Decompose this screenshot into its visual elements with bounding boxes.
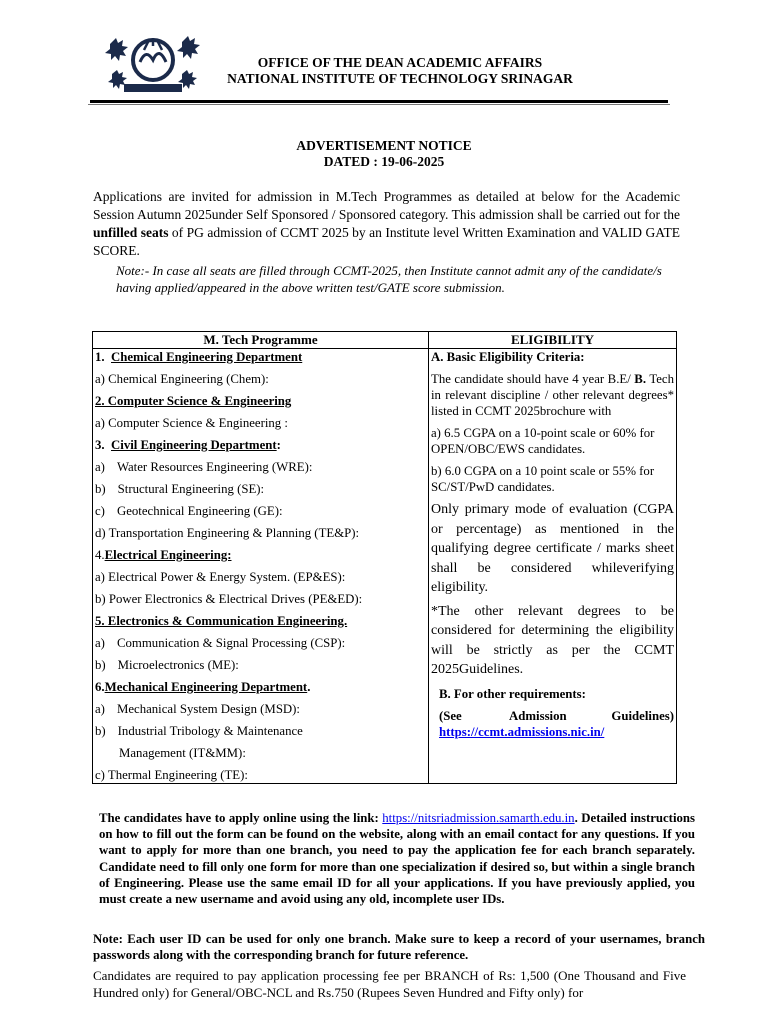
item-text: Industrial Tribology & Maintenance: [117, 724, 303, 738]
office-heading: [210, 55, 590, 87]
notice-title: ADVERTISEMENT NOTICE: [296, 138, 472, 153]
dept-title: Mechanical Engineering Department: [104, 680, 308, 694]
application-link[interactable]: https://nitsriadmission.samarth.edu.in: [382, 811, 575, 825]
ccmt-link[interactable]: https://ccmt.admissions.nic.in/: [439, 724, 605, 739]
programme-cell: [93, 349, 429, 784]
item-text: Mechanical System Design (MSD):: [116, 702, 300, 716]
intro-paragraph: [93, 188, 680, 260]
table-header-row: [93, 332, 677, 349]
header-rule-thin: [88, 104, 670, 105]
list-item: [95, 701, 426, 717]
dept-num: 4.: [95, 548, 105, 562]
list-item: b) Power Electronics & Electrical Drives (PE&ED):: [95, 592, 363, 606]
dept-electrical: [95, 547, 426, 563]
item-marker: b): [95, 658, 106, 672]
intro-bold: unfilled seats: [93, 225, 169, 240]
notice-date: DATED : 19-06-2025: [323, 154, 445, 169]
dept-title: Electrical Engineering:: [104, 548, 232, 562]
apply-text-2: . Detailed instructions on how to fill out the form can be found on the website, along with an email contact for any questions. If you want to apply for more than one branch, you need to pay the application fee for each branch separately. Candidate need to fill only one form for more than one specialization if desired so, but within a single branch of Engineering. Please use the same email ID for all your applications. If you have previously applied, you must create a new username and avoid using any old, incomplete user IDs.: [99, 811, 695, 907]
dept-dot: .: [307, 680, 311, 694]
italic-note: Note:- In case all seats are filled through CCMT-2025, then Institute cannot admit any of the candidate/s having applied/appeared in the above written test/GATE score submission.: [116, 263, 662, 295]
list-item: a) Electrical Power & Energy System. (EP&ES):: [95, 570, 346, 584]
office-line-2: NATIONAL INSTITUTE OF TECHNOLOGY SRINAGAR: [227, 71, 573, 86]
col-header-programme: M. Tech Programme: [93, 332, 429, 349]
item-text: Communication & Signal Processing (CSP):: [116, 636, 346, 650]
table-row: [93, 349, 677, 784]
list-item: [95, 657, 426, 673]
dept-cse: 2. Computer Science & Engineering: [95, 394, 292, 408]
list-item: [95, 503, 426, 519]
cgpa-reserved: b) 6.0 CGPA on a 10 point scale or 55% for SC/ST/PwD candidates.: [431, 464, 655, 494]
list-item: c) Thermal Engineering (TE):: [95, 768, 248, 782]
eligibility-cell: [429, 349, 677, 784]
dept-num: 3.: [95, 438, 105, 452]
criteria-a-text: [431, 371, 674, 419]
list-item: [95, 635, 426, 651]
item-marker: b): [95, 724, 106, 738]
fee-paragraph: Candidates are required to pay application processing fee per BRANCH of Rs: 1,500 (One Thousand and Five Hundred only) for General/OBC-NCL and Rs.750 (Rupees Seven Hundred and Fifty only) for: [93, 968, 686, 1000]
list-item: [95, 459, 426, 475]
programme-table: [92, 331, 677, 784]
criteria-b-title: B. For other requirements:: [439, 686, 586, 701]
list-item: a) Computer Science & Engineering :: [95, 416, 288, 430]
list-item: [95, 723, 426, 739]
other-degrees: *The other relevant degrees to be considered for determining the eligibility will be strictly as per the CCMT 2025Guidelines.: [431, 603, 674, 677]
dept-title: Chemical Engineering Department: [111, 350, 303, 364]
header-rule: [90, 100, 668, 103]
see-guidelines: (See Admission Guidelines): [439, 708, 674, 723]
dept-ece: 5. Electronics & Communication Engineering.: [95, 614, 348, 628]
criteria-a-title: A. Basic Eligibility Criteria:: [431, 350, 585, 364]
list-item-continued: Management (IT&MM):: [119, 746, 246, 760]
intro-text-1: Applications are invited for admission in M.Tech Programmes as detailed at below for the Academic Session Autumn 2025under Self Sponsored / Sponsored category. This admission shall be carried out for the: [93, 189, 680, 222]
notice-heading: [0, 138, 768, 170]
dept-num: 6.: [95, 680, 105, 694]
criteria-a-bold: B.: [634, 372, 647, 386]
item-text: Microelectronics (ME):: [117, 658, 239, 672]
dept-mechanical: [95, 679, 426, 695]
intro-text-2: of PG admission of CCMT 2025 by an Institute level Written Examination and VALID GATE SCORE.: [93, 225, 680, 258]
item-marker: a): [95, 636, 105, 650]
dept-num: 1.: [95, 350, 105, 364]
office-line-1: OFFICE OF THE DEAN ACADEMIC AFFAIRS: [257, 55, 543, 70]
evaluation-mode: Only primary mode of evaluation (CGPA or percentage) as mentioned in the qualifying degree certificate / marks sheet shall be considered whileverifying eligibility.: [431, 502, 674, 595]
dept-civil: [95, 437, 426, 453]
list-item: [95, 481, 426, 497]
criteria-a-text-1: The candidate should have 4 year B.E/: [431, 372, 631, 386]
item-marker: b): [95, 482, 106, 496]
item-marker: a): [95, 702, 105, 716]
institute-logo: [102, 26, 204, 96]
cgpa-open: a) 6.5 CGPA on a 10-point scale or 60% for OPEN/OBC/EWS candidates.: [431, 426, 655, 456]
dept-colon: :: [276, 438, 281, 452]
apply-paragraph: [99, 810, 695, 907]
criteria-a-text-2: Tech in relevant discipline / other relevant degrees* listed in CCMT 2025brochure with: [431, 372, 675, 418]
dept-chemical: [95, 349, 426, 365]
list-item: d) Transportation Engineering & Planning (TE&P):: [95, 526, 360, 540]
item-text: Geotechnical Engineering (GE):: [116, 504, 283, 518]
item-text: Water Resources Engineering (WRE):: [116, 460, 313, 474]
userid-note: Note: Each user ID can be used for only one branch. Make sure to keep a record of your usernames, branch passwords along with the corresponding branch for future reference.: [93, 932, 705, 963]
item-marker: c): [95, 504, 105, 518]
col-header-eligibility: ELIGIBILITY: [429, 332, 677, 349]
item-marker: a): [95, 460, 105, 474]
list-item: a) Chemical Engineering (Chem):: [95, 372, 269, 386]
apply-text-1: The candidates have to apply online using the link:: [99, 811, 383, 825]
item-text: Structural Engineering (SE):: [117, 482, 265, 496]
dept-title: Civil Engineering Department: [111, 438, 277, 452]
